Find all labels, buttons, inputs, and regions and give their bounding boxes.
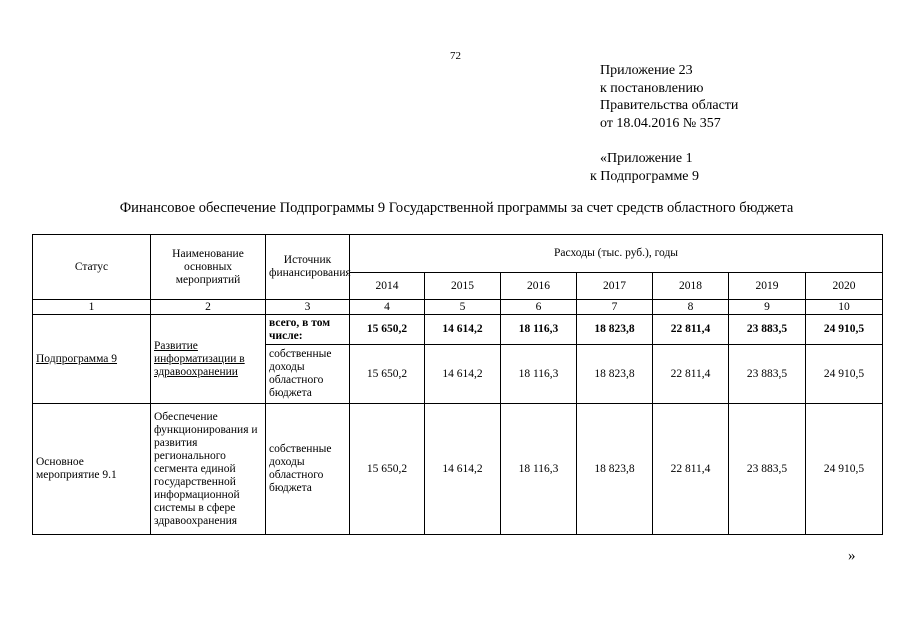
appendix-line: Правительства области [600, 98, 739, 113]
row-source-own: собственные доходы областного бюджета [266, 345, 350, 404]
row-value: 24 910,5 [806, 404, 883, 535]
row-source: собственные доходы областного бюджета [266, 404, 350, 535]
financing-table [32, 234, 883, 535]
row-value: 14 614,2 [425, 404, 501, 535]
column-number: 7 [577, 300, 653, 315]
header-year: 2018 [653, 273, 729, 300]
header-year: 2015 [425, 273, 501, 300]
appendix-line: Приложение 23 [600, 63, 693, 78]
header-source: Источник финансирования [266, 235, 350, 300]
header-year: 2020 [806, 273, 883, 300]
own-value: 23 883,5 [729, 345, 806, 404]
column-number: 8 [653, 300, 729, 315]
table-row [33, 315, 883, 345]
own-value: 22 811,4 [653, 345, 729, 404]
column-number: 1 [33, 300, 151, 315]
column-number: 3 [266, 300, 350, 315]
header-year: 2019 [729, 273, 806, 300]
total-value: 14 614,2 [425, 315, 501, 345]
sub-appendix-line: «Приложение 1 [600, 151, 693, 166]
total-value: 24 910,5 [806, 315, 883, 345]
column-number: 4 [350, 300, 425, 315]
column-number: 6 [501, 300, 577, 315]
header-year: 2016 [501, 273, 577, 300]
total-value: 15 650,2 [350, 315, 425, 345]
header-expenses: Расходы (тыс. руб.), годы [350, 235, 883, 273]
column-number: 10 [806, 300, 883, 315]
sub-appendix-line: к Подпрограмме 9 [590, 168, 700, 184]
total-value: 22 811,4 [653, 315, 729, 345]
row-status: Подпрограмма 9 [33, 315, 151, 404]
total-value: 18 116,3 [501, 315, 577, 345]
row-status: Основное мероприятие 9.1 [33, 404, 151, 535]
table-row [33, 404, 883, 535]
header-name: Наименование основных мероприятий [151, 235, 266, 300]
sub-appendix-header [590, 150, 699, 185]
closing-quote: » [848, 548, 856, 564]
appendix-line: от 18.04.2016 № 357 [600, 115, 721, 131]
row-value: 22 811,4 [653, 404, 729, 535]
column-number: 9 [729, 300, 806, 315]
row-value: 18 116,3 [501, 404, 577, 535]
row-value: 23 883,5 [729, 404, 806, 535]
document-title: Финансовое обеспечение Подпрограммы 9 Государственной программы за счет средств областного бюджета [119, 200, 794, 216]
row-name: Обеспечение функционирования и развития регионального сегмента единой государственной информационной системы в сфере здравоохранения [151, 404, 266, 535]
own-value: 24 910,5 [806, 345, 883, 404]
header-year: 2014 [350, 273, 425, 300]
own-value: 18 823,8 [577, 345, 653, 404]
own-value: 18 116,3 [501, 345, 577, 404]
row-name: Развитие информатизации в здравоохранении [151, 315, 266, 404]
own-value: 14 614,2 [425, 345, 501, 404]
total-value: 18 823,8 [577, 315, 653, 345]
header-status: Статус [33, 235, 151, 300]
header-year: 2017 [577, 273, 653, 300]
row-source-total: всего, в том числе: [266, 315, 350, 345]
column-number: 5 [425, 300, 501, 315]
row-value: 18 823,8 [577, 404, 653, 535]
page-number: 72 [450, 50, 461, 62]
row-value: 15 650,2 [350, 404, 425, 535]
appendix-line: к постановлению [600, 80, 704, 96]
own-value: 15 650,2 [350, 345, 425, 404]
column-number: 2 [151, 300, 266, 315]
appendix-header [600, 62, 738, 132]
total-value: 23 883,5 [729, 315, 806, 345]
